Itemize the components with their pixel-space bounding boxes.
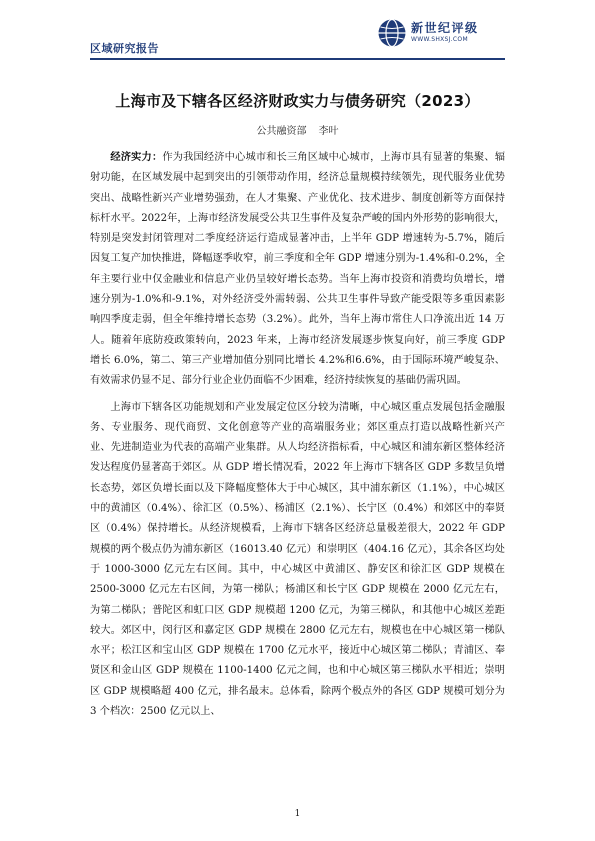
globe-logo-icon [377,18,407,48]
author-department: 公共融资部 [256,126,307,137]
page-header [90,18,505,60]
paragraph-lead: 经济实力： [110,152,163,163]
author-name: 李叶 [318,126,339,137]
document-body [90,148,505,722]
paragraph-text: 上海市下辖各区功能规划和产业发展定位区分较为清晰，中心城区重点发展包括金融服务、专业服务、现代商贸、文化创意等产业的高端服务业；郊区重点打造以战略性新兴产业、先进制造业为代表的高端产业集群。从人均经济指标看，中心城区和浦东新区整体经济发达程度仍显著高于郊区。从 GDP 增长情况看，2022 年上海市下辖各区 GDP 多数呈负增长态势，郊区负增长面以及下降幅度整体大于中心城区，其中浦东新区（1.1%），中心城区中的黄浦区（0.4%）、徐汇区（0.5%）、杨浦区（2.1%）、长宁区（0.4%）和郊区中的奉贤区（0.4%）保持增长。从经济规模看，上海市下辖各区经济总量极差很大，2022 年 GDP 规模的两个极点仍为浦东新区（16013.40 亿元）和崇明区（404.16 亿元），其余各区均处于 1000-3000 亿元左右区间。其中，中心城区中黄浦区、静安区和徐汇区 GDP 规模在2500-3000 亿元左右区间，为第一梯队；杨浦区和长宁区 GDP 规模在 2000 亿元左右，为第二梯队；普陀区和虹口区 GDP 规模超 1200 亿元，为第三梯队，和其他中心城区差距较大。郊区中，闵行区和嘉定区 GDP 规模在 2800 亿元左右，规模也在中心城区第一梯队水平；松江区和宝山区 GDP 规模在 1700 亿元水平，接近中心城区第二梯队；青浦区、奉贤区和金山区 GDP 规模在 1100-1400 亿元之间，也和中心城区第三梯队水平相近；崇明区 GDP 规模略超 400 亿元，排名最末。总体看，除两个极点外的各区 GDP 规模可划分为 3 个档次：2500 亿元以上、 [90,401,505,718]
author-line [0,122,595,137]
logo-website: WWW.SHXSJ.COM [411,36,468,43]
logo-wordmark: 新世纪评级 [411,21,479,35]
brand-logo [377,18,505,50]
header-divider [90,58,505,60]
paragraph-district-overview [90,398,505,723]
paragraph-economic-strength [90,148,505,392]
report-category-label: 区域研究报告 [90,42,159,55]
paragraph-text: 作为我国经济中心城市和长三角区域中心城市，上海市具有显著的集聚、辐射功能，在区域发展中起到突出的引领带动作用，经济总量规模持续领先，现代服务业优势突出、战略性新兴产业增势强劲，在人才集聚、产业优化、技术进步、制度创新等方面保持标杆水平。2022年，上海市经济发展受公共卫生事件及复杂严峻的国内外形势的影响很大，特别是突发封闭管理对二季度经济运行造成显著冲击，上半年 GDP 增速转为-5.7%，随后因复工复产加快推进，降幅逐季收窄，前三季度和全年 GDP 增速分别为-1.4%和-0.2%，全年主要行业中仅金融业和信息产业仍呈较好增长态势。当年上海市投资和消费均负增长，增速分别为-1.0%和-9.1%，对外经济受外需转弱、公共卫生事件导致产能受限等多重因素影响四季度走弱，但全年维持增长态势（3.2%）。此外，当年上海市常住人口净流出近 14 万人。随着年底防疫政策转向，2023 年来，上海市经济发展逐步恢复向好，前三季度 GDP 增长 6.0%，第二、第三产业增加值分别同比增长 4.2%和6.6%，由于国际环境严峻复杂、有效需求仍显不足、部分行业企业仍面临不少困难，经济持续恢复的基础仍需巩固。 [90,152,506,387]
page-number: 1 [294,809,301,819]
document-title: 上海市及下辖各区经济财政实力与债务研究（2023） [115,92,480,110]
